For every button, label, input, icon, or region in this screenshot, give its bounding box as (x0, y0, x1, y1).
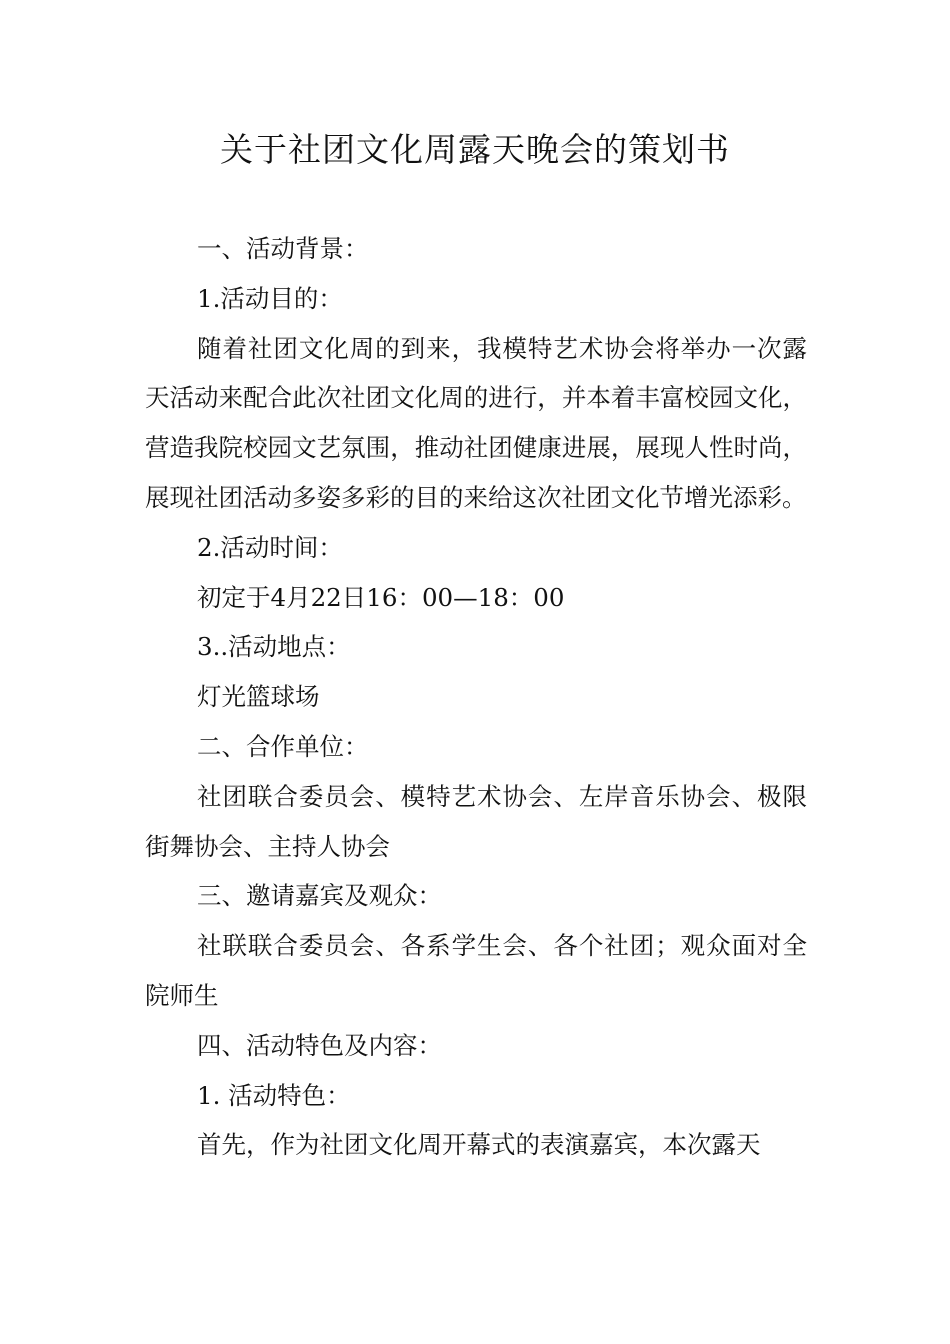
document-title: 关于社团文化周露天晚会的策划书 (220, 130, 730, 169)
paragraph-features: 首先，作为社团文化周开幕式的表演嘉宾，本次露天 (197, 1130, 761, 1160)
paragraph-location: 灯光篮球场 (197, 682, 320, 712)
section-heading-partners: 二、合作单位： (197, 731, 369, 761)
subheading-location: 3..活动地点： (197, 632, 351, 662)
subheading-purpose: 1.活动目的： (197, 283, 343, 313)
section-heading-guests: 三、邀请嘉宾及观众： (197, 881, 442, 911)
subheading-features: 1. 活动特色： (197, 1080, 351, 1110)
section-heading-background: 一、活动背景： (197, 234, 369, 263)
subheading-time: 2.活动时间： (197, 532, 343, 562)
paragraph-purpose: 随着社团文化周的到来，我模特艺术协会将举办一次露天活动来配合此次社团文化周的进行，并本着丰富校园文化，营造我院校园文艺氛围，推动社团健康进展，展现人性时尚，展现社团活动多姿多彩的目的来给这次社团文化节增光添彩。 (145, 333, 807, 512)
paragraph-guests: 社联联合委员会、各系学生会、各个社团；观众面对全院师生 (145, 931, 807, 1010)
paragraph-time: 初定于4月22日16：00—18：00 (197, 582, 565, 612)
document-body (145, 224, 807, 1170)
section-heading-features: 四、活动特色及内容： (197, 1030, 442, 1060)
paragraph-partners: 社团联合委员会、模特艺术协会、左岸音乐协会、极限街舞协会、主持人协会 (145, 781, 807, 861)
